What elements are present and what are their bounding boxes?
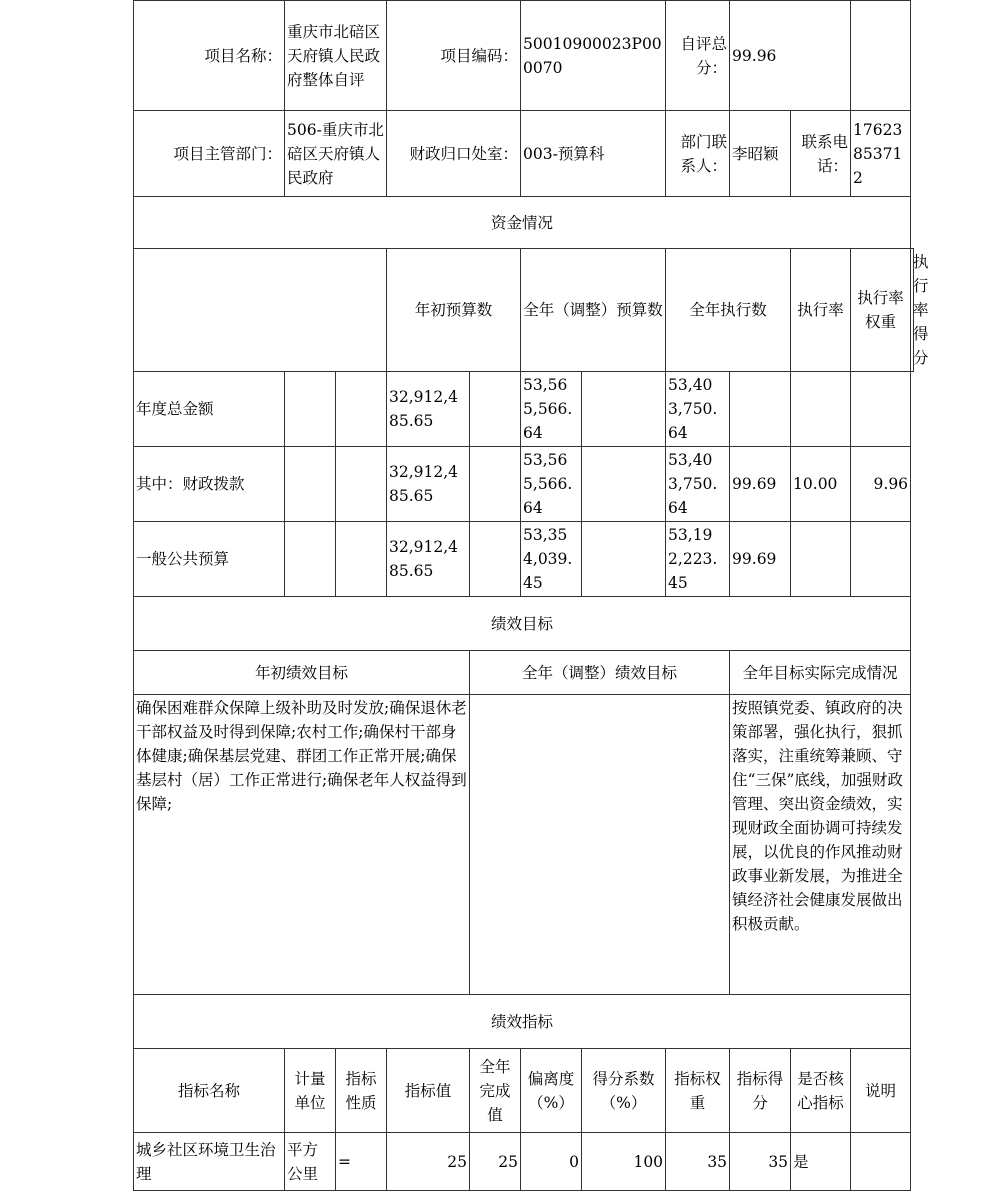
col-adjusted-budget: 全年（调整）预算数: [521, 249, 666, 372]
empty-cell: [470, 372, 521, 447]
evaluation-table: [133, 0, 929, 1191]
funds-row: [134, 447, 914, 522]
ind-note: [851, 1133, 911, 1191]
fund-rate: [730, 372, 791, 447]
finance-label: 财政归口处室：: [387, 111, 521, 197]
funds-row: [134, 372, 914, 447]
empty-cell: [285, 372, 336, 447]
goals-title-row: [134, 597, 914, 651]
fund-rate: 99.69: [730, 522, 791, 597]
ind-weight: 35: [666, 1133, 730, 1191]
fund-adjusted: 53,354,039.45: [521, 522, 582, 597]
fund-executed: 53,192,223.45: [666, 522, 730, 597]
project-name-value: 重庆市北碚区天府镇人民政府整体自评: [285, 1, 387, 111]
project-code-value: 50010900023P000070: [521, 1, 666, 111]
ind-name: 城乡社区环境卫生治理: [134, 1133, 285, 1191]
dept-value: 506-重庆市北碚区天府镇人民政府: [285, 111, 387, 197]
ind-col-unit: 计量单位: [285, 1049, 336, 1133]
header-row-1: [134, 1, 914, 111]
indicators-title-row: [134, 995, 914, 1049]
fund-initial: 32,912,485.65: [387, 447, 470, 522]
col-executed: 全年执行数: [666, 249, 791, 372]
fund-executed: 53,403,750.64: [666, 372, 730, 447]
fund-label: 年度总金额: [134, 372, 285, 447]
fund-weight: [791, 522, 851, 597]
col-rate-score: 执行率得分: [911, 249, 914, 372]
dept-label: 项目主管部门：: [134, 111, 285, 197]
empty-cell: [582, 372, 666, 447]
funds-header-row: [134, 249, 914, 372]
empty-cell: [470, 447, 521, 522]
ind-col-core: 是否核心指标: [791, 1049, 851, 1133]
fund-score: [851, 522, 911, 597]
goals-header-row: [134, 651, 914, 695]
empty-cell: [336, 447, 387, 522]
phone-label: 联系电话：: [791, 111, 851, 197]
indicators-header-row: [134, 1049, 914, 1133]
ind-coef: 100: [582, 1133, 666, 1191]
project-name-label: 项目名称：: [134, 1, 285, 111]
col-adjusted-goal: 全年（调整）绩效目标: [470, 651, 730, 695]
funds-row: [134, 522, 914, 597]
ind-col-score: 指标得分: [730, 1049, 791, 1133]
fund-weight: [791, 372, 851, 447]
ind-target: 25: [387, 1133, 470, 1191]
fund-adjusted: 53,565,566.64: [521, 447, 582, 522]
fund-score: [851, 372, 911, 447]
ind-col-note: 说明: [851, 1049, 911, 1133]
ind-col-name: 指标名称: [134, 1049, 285, 1133]
col-exec-rate: 执行率: [791, 249, 851, 372]
ind-actual: 25: [470, 1133, 521, 1191]
actual-goal-text: 按照镇党委、镇政府的决策部署，强化执行，狠抓落实，注重统筹兼顾、守住“三保”底线，加强财政管理、突出资金绩效，实现财政全面协调可持续发展，以优良的作风推动财政事业新发展，为推进全镇经济社会健康发展做出积极贡献。: [730, 695, 911, 995]
col-initial-goal: 年初绩效目标: [134, 651, 470, 695]
ind-col-weight: 指标权重: [666, 1049, 730, 1133]
project-code-label: 项目编码：: [387, 1, 521, 111]
fund-initial: 32,912,485.65: [387, 522, 470, 597]
initial-goal-text: 确保困难群众保障上级补助及时发放;确保退休老干部权益及时得到保障;农村工作;确保村干部身体健康;确保基层党建、群团工作正常开展;确保基层村（居）工作正常进行;确保老年人权益得到保障;: [134, 695, 470, 995]
contact-label: 部门联系人：: [666, 111, 730, 197]
col-rate-weight: 执行率权重: [851, 249, 911, 372]
ind-col-actual: 全年完成值: [470, 1049, 521, 1133]
phone-value: 17623853712: [851, 111, 911, 197]
finance-value: 003-预算科: [521, 111, 666, 197]
header-row-2: [134, 111, 914, 197]
adjusted-goal-text: [470, 695, 730, 995]
ind-col-target: 指标值: [387, 1049, 470, 1133]
empty-cell: [285, 447, 336, 522]
ind-score: 35: [730, 1133, 791, 1191]
fund-label: 一般公共预算: [134, 522, 285, 597]
empty-cell: [470, 522, 521, 597]
ind-core: 是: [791, 1133, 851, 1191]
empty-cell: [336, 522, 387, 597]
col-actual-goal: 全年目标实际完成情况: [730, 651, 911, 695]
fund-adjusted: 53,565,566.64: [521, 372, 582, 447]
goals-section-title: 绩效目标: [134, 597, 911, 651]
empty-cell: [851, 1, 911, 111]
funds-title-row: [134, 197, 914, 249]
indicator-row: [134, 1133, 914, 1191]
fund-initial: 32,912,485.65: [387, 372, 470, 447]
ind-col-coef: 得分系数（%）: [582, 1049, 666, 1133]
self-score-value: 99.96: [730, 1, 851, 111]
empty-cell: [285, 522, 336, 597]
ind-nature: =: [336, 1133, 387, 1191]
fund-weight: 10.00: [791, 447, 851, 522]
fund-executed: 53,403,750.64: [666, 447, 730, 522]
empty-cell: [336, 372, 387, 447]
funds-section-title: 资金情况: [134, 197, 911, 249]
fund-rate: 99.69: [730, 447, 791, 522]
self-score-label: 自评总分：: [666, 1, 730, 111]
fund-label: 其中：财政拨款: [134, 447, 285, 522]
ind-col-nature: 指标性质: [336, 1049, 387, 1133]
empty-cell: [582, 522, 666, 597]
col-initial-budget: 年初预算数: [387, 249, 521, 372]
fund-score: 9.96: [851, 447, 911, 522]
goals-content-row: [134, 695, 914, 995]
ind-deviation: 0: [521, 1133, 582, 1191]
ind-unit: 平方公里: [285, 1133, 336, 1191]
evaluation-form: [133, 0, 929, 1191]
contact-value: 李昭颖: [730, 111, 791, 197]
ind-col-deviation: 偏离度（%）: [521, 1049, 582, 1133]
indicators-section-title: 绩效指标: [134, 995, 911, 1049]
empty-cell: [582, 447, 666, 522]
empty-cell: [134, 249, 387, 372]
